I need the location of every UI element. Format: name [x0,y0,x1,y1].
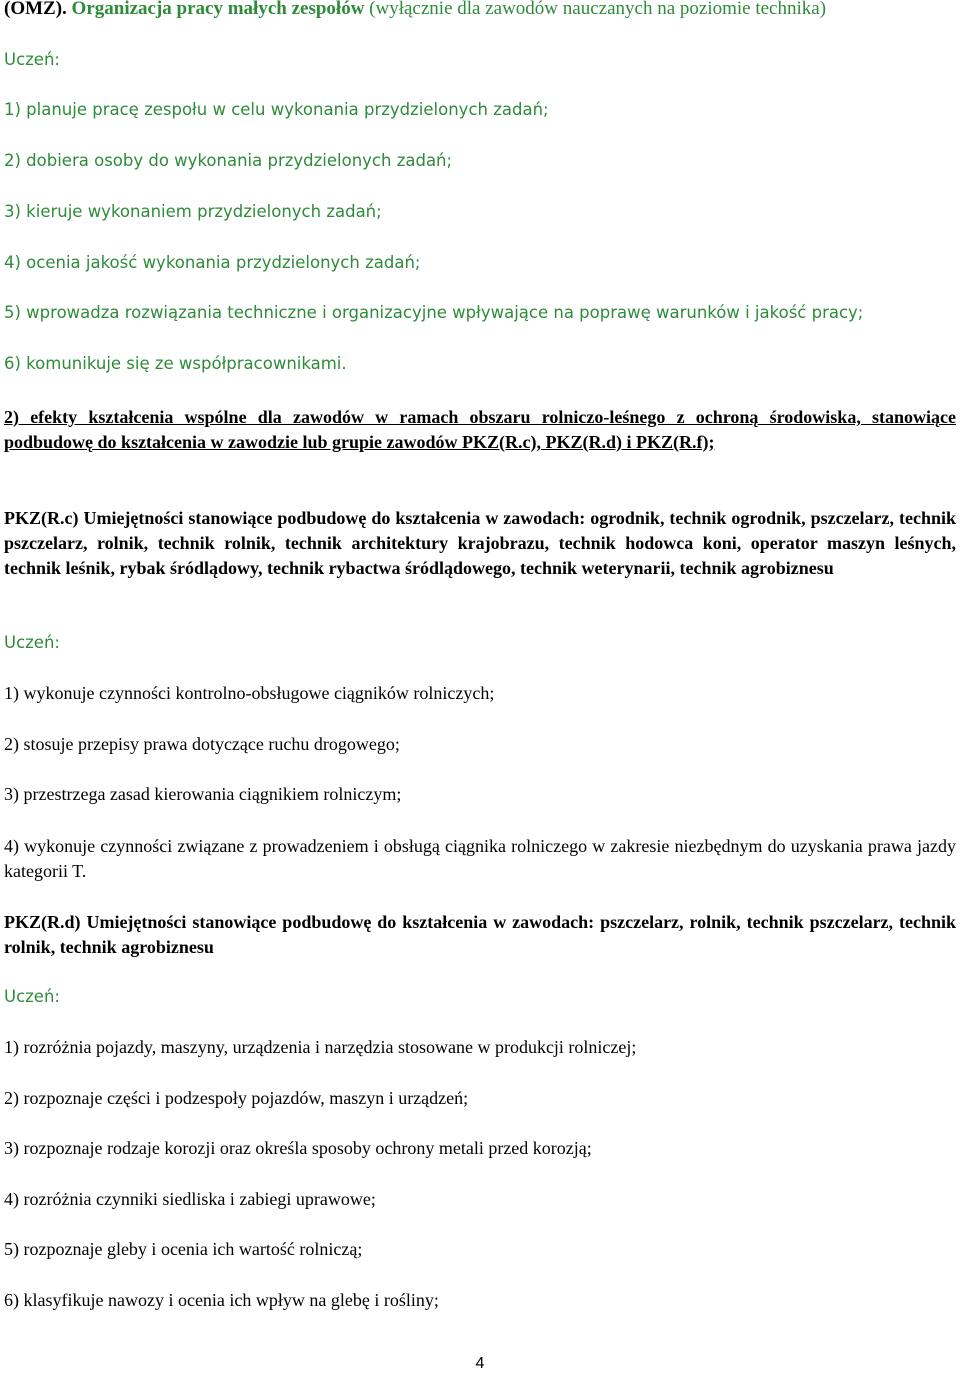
rd-item-1: 1) rozróżnia pojazdy, maszyny, urządzenia i narzędzia stosowane w produkcji rolniczej; [4,1037,637,1057]
omz-item-6: 6) komunikuje się ze współpracownikami. [4,354,347,373]
omz-item-1: 1) planuje pracę zespołu w celu wykonania przydzielonych zadań; [4,100,549,119]
section-prefix: (OMZ). [4,0,67,19]
uczen-label-2: Uczeń: [4,633,60,652]
page-number: 4 [475,1355,485,1372]
uczen-label-3: Uczeń: [4,987,60,1006]
rc-item-1: 1) wykonuje czynności kontrolno-obsługowe ciągników rolniczych; [4,683,495,703]
omz-item-5: 5) wprowadza rozwiązania techniczne i organizacyjne wpływające na poprawę warunków i jakość pracy; [4,303,864,322]
rc-item-3: 3) przestrzega zasad kierowania ciągnikiem rolniczym; [4,784,402,804]
pkz-rc-heading: PKZ(R.c) Umiejętności stanowiące podbudowę do kształcenia w zawodach: ogrodnik, technik ogrodnik, pszczelarz, technik pszczelarz, rolnik, technik rolnik, technik architektury krajobrazu, technik hodowca koni, operator maszyn leśnych, technik leśnik, rybak śródlądowy, technik rybactwa śródlądowego, technik weterynarii, technik agrobiznesu [4,508,956,578]
rd-item-4: 4) rozróżnia czynniki siedliska i zabiegi uprawowe; [4,1189,376,1209]
omz-item-3: 3) kieruje wykonaniem przydzielonych zadań; [4,202,382,221]
rd-item-5: 5) rozpoznaje gleby i ocenia ich wartość rolniczą; [4,1239,363,1259]
section-note: (wyłącznie dla zawodów nauczanych na poziomie technika) [369,0,827,19]
pkz-rd-heading: PKZ(R.d) Umiejętności stanowiące podbudowę do kształcenia w zawodach: pszczelarz, rolnik, technik pszczelarz, technik rolnik, technik agrobiznesu [4,912,956,957]
rc-item-2: 2) stosuje przepisy prawa dotyczące ruchu drogowego; [4,734,400,754]
section-title-line [4,0,826,20]
omz-item-4: 4) ocenia jakość wykonania przydzielonych zadań; [4,253,421,272]
section-title: Organizacja pracy małych zespołów [71,0,365,19]
rd-item-6: 6) klasyfikuje nawozy i ocenia ich wpływ na glebę i rośliny; [4,1290,439,1310]
rd-item-2: 2) rozpoznaje części i podzespoły pojazdów, maszyn i urządzeń; [4,1088,469,1108]
omz-item-2: 2) dobiera osoby do wykonania przydzielonych zadań; [4,151,453,170]
rd-item-3: 3) rozpoznaje rodzaje korozji oraz określa sposoby ochrony metali przed korozją; [4,1138,592,1158]
uczen-label-1: Uczeń: [4,50,60,69]
section-heading-2: 2) efekty kształcenia wspólne dla zawodów w ramach obszaru rolniczo-leśnego z ochroną środowiska, stanowiące podbudowę do kształcenia w zawodzie lub grupie zawodów PKZ(R.c), PKZ(R.d) i PKZ(R.f); [4,407,956,452]
rc-item-4: 4) wykonuje czynności związane z prowadzeniem i obsługą ciągnika rolniczego w zakresie niezbędnym do uzyskania prawa jazdy kategorii T. [4,836,956,881]
